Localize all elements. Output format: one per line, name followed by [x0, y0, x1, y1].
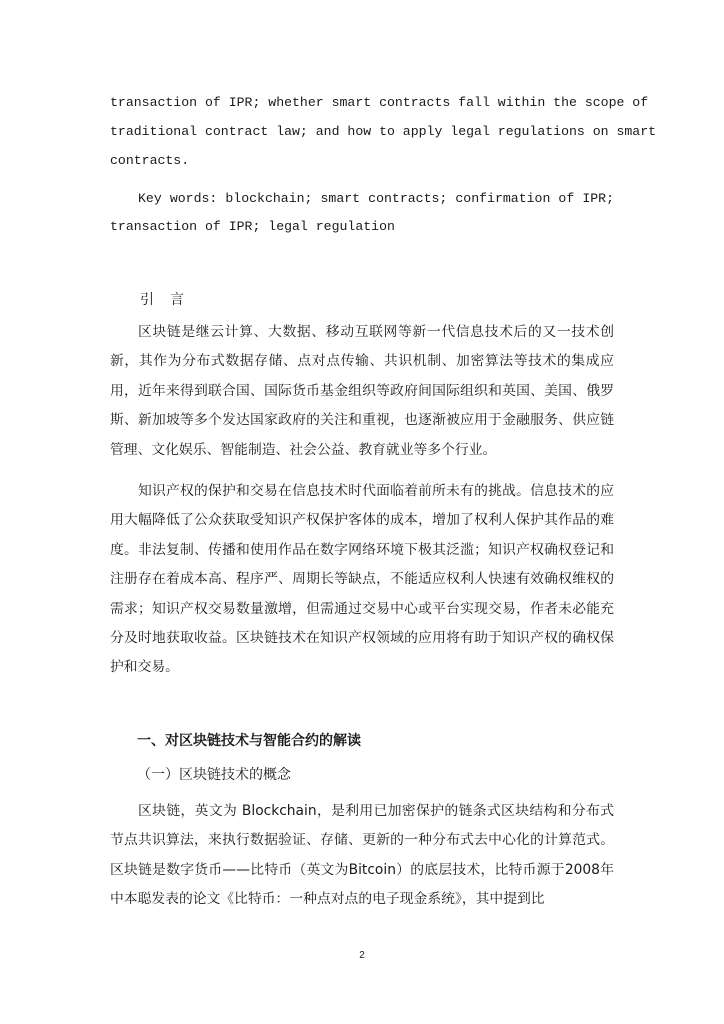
intro-paragraph-1: 区块链是继云计算、大数据、移动互联网等新一代信息技术后的又一技术创新，其作为分布式数据存储、点对点传输、共识机制、加密算法等技术的集成应用，近年来得到联合国、国际货币基金组织等政府间国际组织和英国、美国、俄罗斯、新加坡等多个发达国家政府的关注和重视，也逐渐被应用于金融服务、供应链管理、文化娱乐、智能制造、社会公益、教育就业等多个行业。	[110, 324, 614, 458]
section-heading: 一、对区块链技术与智能合约的解读	[137, 733, 361, 749]
section-paragraph: 区块链，英文为 Blockchain，是利用已加密保护的链条式区块结构和分布式节点共识算法，来执行数据验证、存储、更新的一种分布式去中心化的计算范式。区块链是数字货币——比特币（英文为Bitcoin）的底层技术，比特币源于2008年中本聪发表的论文《比特币：一种点对点的电子现金系统》，其中提到比	[110, 803, 614, 908]
page-number: 2	[359, 950, 365, 961]
abstract-line-2: traditional contract law; and how to apply legal regulations on smart	[110, 124, 657, 139]
subsection-heading: （一）区块链技术的概念	[137, 767, 291, 783]
abstract-line-3: contracts.	[110, 153, 190, 168]
intro-paragraph-2: 知识产权的保护和交易在信息技术时代面临着前所未有的挑战。信息技术的应用大幅降低了公众获取受知识产权保护客体的成本，增加了权利人保护其作品的难度。非法复制、传播和使用作品在数字网络环境下极其泛滥；知识产权确权登记和注册存在着成本高、程序严、周期长等缺点，不能适应权利人快速有效确权维权的需求；知识产权交易数量激增，但需通过交易中心或平台实现交易，作者未必能充分及时地获取收益。区块链技术在知识产权领域的应用将有助于知识产权的确权保护和交易。	[110, 483, 614, 676]
keywords-line-1: Key words: blockchain; smart contracts; confirmation of IPR;	[138, 191, 614, 206]
intro-heading: 引言	[140, 292, 200, 308]
keywords-line-2: transaction of IPR; legal regulation	[110, 219, 395, 234]
abstract-line-1: transaction of IPR; whether smart contracts fall within the scope of	[110, 95, 649, 110]
